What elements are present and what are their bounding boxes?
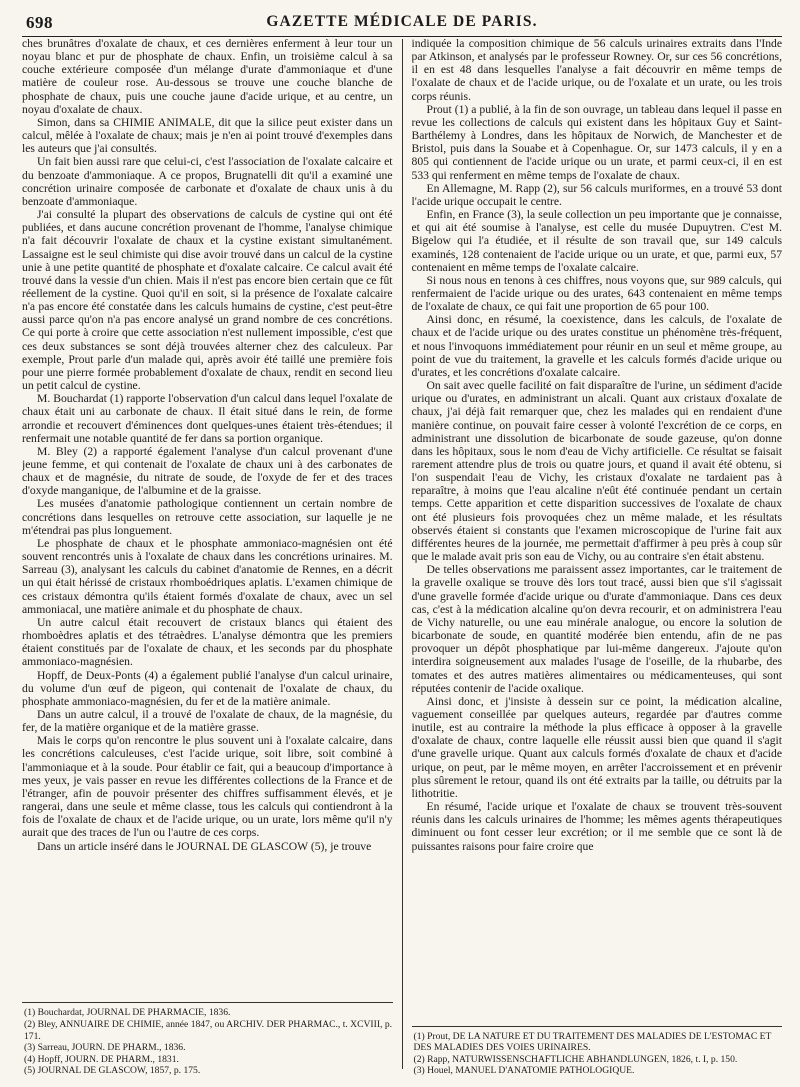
paragraph: J'ai consulté la plupart des observations de calculs de cystine qui ont été publiées, et dans aucune concrétion provenant de l'homme, l'analyse chimique n'a fait découvrir l'oxalate de chaux et la cystine existant simultanément. Lassaigne est le seul chimiste qui dise avoir trouvé dans un calcul de la cystine unie à une petite quantité de phosphate et d'oxalate calcaire. Ce calcul avait été trouvé dans la vessie d'un chien. Mais il n'est pas encore bien certain que ce fût réellement de la cystine. Quoi qu'il en soit, si la présence de l'oxalate calcaire n'a pas encore été constatée dans les calculs humains de cystine, c'est peut-être aussi parce qu'on n'a pas encore analysé un grand nombre de ces concrétions. Ce qui porte à croire que cette association n'est nullement impossible, c'est que ces deux substances se sont déjà trouvées alterner chez des calculeux. Par exemple, Prout parle d'un malade qui, après avoir été taillé une première fois pour une pierre formée probablement d'oxalate de chaux, rendit en second lieu un petit calcul de cystine. [22, 208, 393, 393]
paragraph: Mais le corps qu'on rencontre le plus souvent uni à l'oxalate calcaire, dans les concrétions calculeuses, c'est l'acide urique, soit libre, soit combiné à l'ammoniaque et à la soude. Pour établir ce fait, qui a beaucoup d'importance à mes yeux, je vais passer en revue les différentes collections de la France et de l'étranger, afin de pouvoir présenter des chiffres suffisamment élevés, et je rangerai, dans une seule et même classe, tous les calculs qui contiendront à la fois de l'oxalate de chaux et de l'acide urique, ou un urate, lors même qu'il n'y aurait que des traces de l'un ou l'autre de ces corps. [22, 734, 393, 840]
footnote: (2) Rapp, NATURWISSENSCHAFTLICHE ABHANDLUNGEN, 1826, t. I, p. 150. [413, 1053, 738, 1065]
footnote-divider [22, 1002, 393, 1003]
paragraph: Hopff, de Deux-Ponts (4) a également publié l'analyse d'un calcul urinaire, du volume d'un œuf de pigeon, qui contenait de l'oxalate de chaux, du phosphate ammoniaco-magnésien, du fer et de la matière animale. [22, 668, 393, 708]
footnote: (4) Hopff, JOURN. DE PHARM., 1831. [24, 1053, 179, 1065]
paragraph: M. Bley (2) a rapporté également l'analyse d'un calcul provenant d'une jeune femme, et qui contenait de l'oxalate de chaux uni à des carbonates de chaux et de magnésie, du nitrate de soude, de l'oxyde de fer et des traces d'oxyde manganique, de l'albumine et de la graisse. [22, 444, 393, 498]
paragraph: En résumé, l'acide urique et l'oxalate de chaux se trouvent très-souvent réunis dans les calculs urinaires de l'homme; les mêmes agents thérapeutiques diminuent ou font cesser leur excrétion; or il me semble que ce sont là de puissantes raisons pour faire croire que [411, 800, 783, 853]
paragraph: En Allemagne, M. Rapp (2), sur 56 calculs muriformes, en a trouvé 53 dont l'acide urique occupait le centre. [411, 181, 783, 208]
footnote-divider [412, 1026, 783, 1027]
footnote: (1) Bouchardat, JOURNAL DE PHARMACIE, 1836. [24, 1007, 231, 1019]
left-footnotes [22, 1002, 393, 1077]
paragraph: M. Bouchardat (1) rapporte l'observation d'un calcul dans lequel l'oxalate de chaux était uni au carbonate de chaux. Il était situé dans le rein, de forme arrondie et recouvert d'éminences dont quelques-unes étaient très-étendues; il renfermait une notable quantité de fer dans sa portion organique. [22, 392, 393, 445]
paragraph: De telles observations me paraissent assez importantes, car le traitement de la gravelle oxalique se trouve dès lors tout tracé, aussi bien que s'il s'agissait d'une gravelle formée d'acide urique ou d'urate d'ammoniaque. Dans ces deux cas, c'est à la médication alcaline qu'on devra recourir, et on administrera l'eau de Vichy naturelle, ou une eau minérale analogue, ou encore la solution de bicarbonate de soude, en quantité modérée bien entendu, afin de ne pas provoquer un dépôt phosphatique par lui-même dangereux. J'ajoute qu'on interdira soigneusement aux malades l'usage de l'oseille, de la rhubarbe, des tomates et des autres matières alimentaires ou médicamenteuses, qui sont réputées contenir de l'acide oxalique. [411, 563, 783, 695]
paragraph: Simon, dans sa CHIMIE ANIMALE, dit que la silice peut exister dans un calcul, mêlée à l'oxalate de chaux; mais je n'en ai point trouvé d'exemples dans les auteurs que j'ai consultés. [22, 115, 393, 156]
page-header [22, 12, 782, 37]
paragraph: Ainsi donc, en résumé, la coexistence, dans les calculs, de l'oxalate de chaux et de l'acide urique ou des urates constitue un phénomène très-fréquent, et nous l'invoquons immédiatement pour réunir en un seul et même groupe, au point de vue du traitement, la gravelle et les calculs formés d'acide urique ou d'urates, et les concrétions d'oxalate calcaire. [411, 313, 783, 379]
paragraph: Un fait bien aussi rare que celui-ci, c'est l'association de l'oxalate calcaire et du benzoate d'ammoniaque. A ce propos, Brugnatelli dit qu'il a examiné une concrétion urinaire composée de carbonate et d'oxalate de chaux unis à du benzoate d'ammoniaque. [22, 155, 393, 208]
footnote: (3) Houel, MANUEL D'ANATOMIE PATHOLOGIQUE. [413, 1065, 635, 1077]
paragraph: Dans un autre calcul, il a trouvé de l'oxalate de chaux, de la magnésie, du fer, de la matière organique et de la matière grasse. [22, 707, 393, 735]
paragraph: Prout (1) a publié, à la fin de son ouvrage, un tableau dans lequel il passe en revue les collections de calculs qui existent dans les hôpitaux Guy et Saint-Barthélemy à Londres, dans les hôpitaux de Norwich, de Manchester et de Bristol, puis dans la Souabe et à Copenhague. Or, sur 1473 calculs, il y en a 805 qui contiennent de l'acide urique ou un urate, et parmi ceux-ci, il en est 533 qui renferment en même temps de l'oxalate de chaux. [411, 102, 783, 182]
right-footnotes [412, 1026, 783, 1077]
paragraph: Les musées d'anatomie pathologique contiennent un certain nombre de concrétions dans lesquelles on retrouve cette association, sur laquelle je ne m'étendrai pas plus longuement. [22, 497, 393, 537]
right-column-text [412, 37, 783, 1012]
paragraph: Dans un article inséré dans le JOURNAL DE GLASCOW (5), je trouve [37, 839, 372, 853]
page-number: 698 [26, 13, 53, 32]
footnote: (3) Sarreau, JOURN. DE PHARM., 1836. [24, 1042, 186, 1054]
paragraph: Enfin, en France (3), la seule collection un peu importante que je connaisse, et qui ait été soumise à l'analyse, est celle du musée Dupuytren. C'est M. Bigelow qui l'a étudiée, et il résulte de son travail que, sur 149 calculs examinés, 128 contenaient de l'acide urique ou un urate, et que, parmi eux, 57 contenaient en même temps de l'oxalate calcaire. [411, 208, 783, 274]
paragraph: Un autre calcul était recouvert de cristaux blancs qui étaient des rhomboèdres aplatis et des tétraèdres. L'analyse démontra que les premiers étaient constitués par de l'oxalate de chaux, et les seconds par du phosphate ammoniaco-magnésien. [22, 615, 393, 669]
left-column [22, 37, 402, 1077]
paragraph: Si nous nous en tenons à ces chiffres, nous voyons que, sur 989 calculs, qui renfermaient de l'acide urique ou des urates, 643 contenaient en même temps de l'oxalate de chaux, ce qui fait une proportion de 65 pour 100. [411, 273, 783, 314]
footnote: (5) JOURNAL DE GLASCOW, 1857, p. 175. [24, 1065, 201, 1077]
paragraph: indiquée la composition chimique de 56 calculs urinaires extraits dans l'Inde par Atkinson, et analysés par le professeur Rowney. Or, sur ces 56 concrétions, il en est 48 dans lesquelles l'analyse a fait découvrir en même temps de l'oxalate de chaux et de l'acide urique, ou de l'oxalate et un urate, ou les trois corps réunis. [411, 37, 783, 103]
paragraph: On sait avec quelle facilité on fait disparaître de l'urine, un sédiment d'acide urique ou d'urates, en administrant un alcali. Quant aux cristaux d'oxalate de chaux, j'ai déjà fait remarquer que, chez les malades qui en rendaient d'une manière continue, on pouvait faire cesser à volonté l'excrétion de ce corps, en administrant une dissolution de bicarbonate de soude gazeuse, qu'on donne dans les hôpitaux, sous le nom d'eau de Vichy artificielle. Ce résultat se faisait rarement attendre plus de trois ou quatre jours, et quand il avait été obtenu, si l'on suspendait l'eau de Vichy, les cristaux d'oxalate ne tardaient pas à reparaître, à moins que l'eau alcaline n'eût été continuée pendant un certain temps. Cette apparition et cette disparition successives de l'oxalate de chaux ont été plusieurs fois provoquées chez un même malade, et les résultats observés étaient si constants que l'examen microscopique de l'urine fait aux différentes heures de la journée, me permettait d'affirmer à peu près à coup sûr que le malade avait pris son eau de Vichy, ou au contraire s'en était abstenu. [411, 379, 783, 564]
footnote: (1) Prout, DE LA NATURE ET DU TRAITEMENT DES MALADIES DE L'ESTOMAC ET DES MALADIES DES VOIES URINAIRES. [413, 1030, 772, 1054]
paragraph: Le phosphate de chaux et le phosphate ammoniaco-magnésien ont été souvent rencontrés unis à l'oxalate de chaux dans les concrétions urinaires. M. Sarreau (3), analysant les calculs du cabinet d'anatomie de Rennes, en a décrit un qui était hérissé de cristaux rhomboédriques aplatis. L'examen chimique de ces cristaux démontra qu'ils étaient formés d'oxalate de chaux, avec un sel ammoniacal, une matière animale et du phosphate de chaux. [22, 536, 393, 616]
paragraph: Ainsi donc, et j'insiste à dessein sur ce point, la médication alcaline, vaguement conseillée par quelques auteurs, regardée par d'autres comme inutile, est au contraire la méthode la plus efficace à opposer à la gravelle d'oxalate de chaux, contre laquelle elle réussit aussi bien que quand il s'agit d'une gravelle urique. Quant aux calculs formés d'oxalate de chaux et d'acide urique, on peut, par le même moyen, en arrêter l'accroissement et en prévenir plus sûrement le retour, quand ils ont été extraits par la taille, ou détruits par la lithotritie. [411, 694, 783, 800]
footnote: (2) Bley, ANNUAIRE DE CHIMIE, année 1847, ou ARCHIV. DER PHARMAC., t. XCVIII, p. 171. [24, 1019, 393, 1042]
journal-title: GAZETTE MÉDICALE DE PARIS. [266, 13, 538, 30]
left-column-text [22, 37, 393, 992]
paragraph: ches brunâtres d'oxalate de chaux, et ces dernières enferment à leur tour un noyau blanc et pur de phosphate de chaux. Enfin, un troisième calcul à sa couche extérieure composée d'un mélange d'urate d'ammoniaque et d'une matière de couleur rose. Au-dessous se trouve une couche blanche de phosphate de chaux, puis une couche jaune d'acide urique, et au centre, un noyau d'oxalate de chaux. [22, 37, 393, 116]
two-column-body [22, 37, 782, 1077]
right-column [403, 37, 783, 1077]
